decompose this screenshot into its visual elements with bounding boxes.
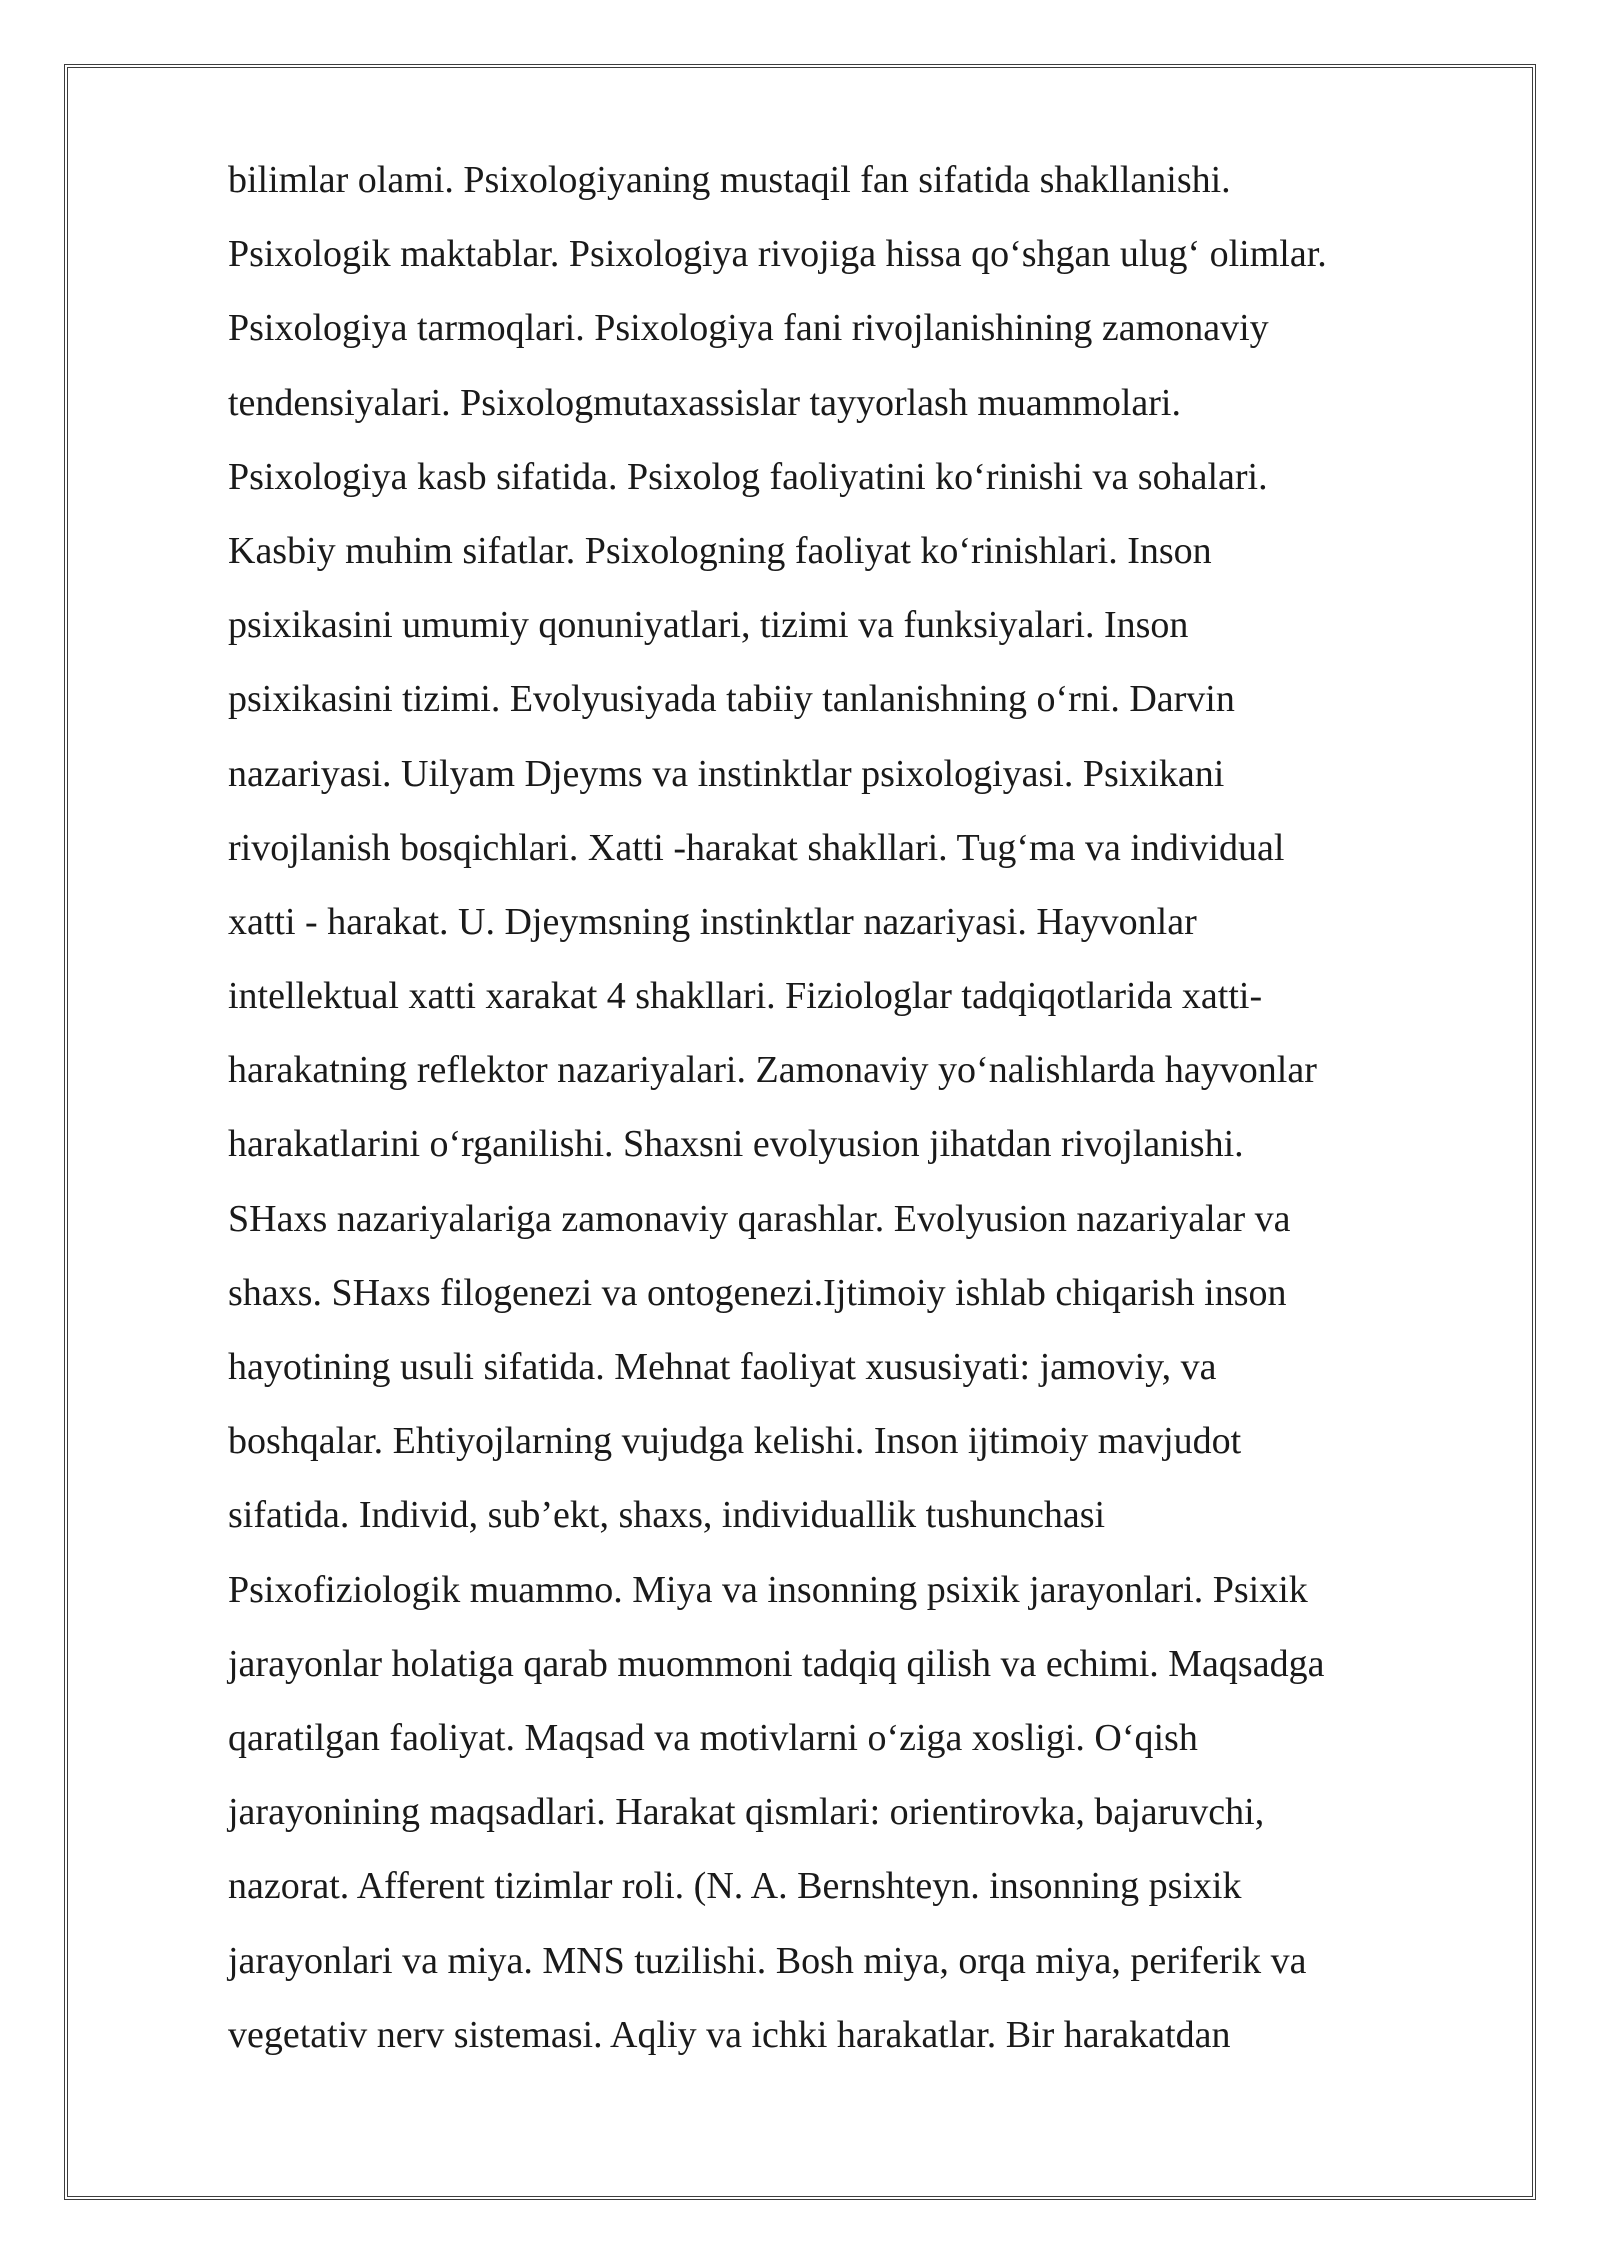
text-line: intellektual xatti xarakat 4 shakllari. Fiziologlar tadqiqotlarida xatti- — [228, 975, 1263, 1018]
text-line: SHaxs nazariyalariga zamonaviy qarashlar. Evolyusion nazariyalar va — [228, 1197, 1291, 1240]
text-line: qaratilgan faoliyat. Maqsad va motivlarni o‘ziga xosligi. O‘qish — [228, 1716, 1198, 1759]
text-line: jarayonining maqsadlari. Harakat qismlari: orientirovka, bajaruvchi, — [228, 1791, 1265, 1834]
text-line: bilimlar olami. Psixologiyaning mustaqil fan sifatida shakllanishi. — [228, 159, 1231, 201]
text-line: jarayonlar holatiga qarab muommoni tadqiq qilish va echimi. Maqsadga — [228, 1642, 1325, 1685]
text-line: Psixologik maktablar. Psixologiya rivojiga hissa qo‘shgan ulug‘ olimlar. — [228, 233, 1327, 276]
text-line: hayotining usuli sifatida. Mehnat faoliyat xususiyati: jamoviy, va — [228, 1346, 1217, 1388]
text-line: harakatlarini o‘rganilishi. Shaxsni evolyusion jihatdan rivojlanishi. — [228, 1123, 1244, 1166]
text-line: nazorat. Afferent tizimlar roli. (N. A. Bernshteyn. insonning psixik — [228, 1865, 1242, 1908]
text-line: tendensiyalari. Psixologmutaxassislar tayyorlash muammolari. — [228, 381, 1181, 424]
text-line: Kasbiy muhim sifatlar. Psixologning faoliyat ko‘rinishlari. Inson — [228, 529, 1212, 572]
text-line: Psixofiziologik muammo. Miya va insonning psixik jarayonlari. Psixik — [228, 1568, 1308, 1611]
text-line: vegetativ nerv sistemasi. Aqliy va ichki harakatlar. Bir harakatdan — [228, 2013, 1231, 2056]
text-line: boshqalar. Ehtiyojlarning vujudga kelishi. Inson ijtimoiy mavjudot — [228, 1420, 1242, 1463]
text-line: rivojlanish bosqichlari. Xatti -harakat shakllari. Tug‘ma va individual — [228, 826, 1285, 869]
text-line: psixikasini umumiy qonuniyatlari, tizimi va funksiyalari. Inson — [228, 604, 1189, 647]
text-line: xatti - harakat. U. Djeymsning instinktlar nazariyasi. Hayvonlar — [228, 900, 1197, 943]
text-line: shaxs. SHaxs filogenezi va ontogenezi.Ijtimoiy ishlab chiqarish inson — [228, 1271, 1287, 1314]
text-line: jarayonlari va miya. MNS tuzilishi. Bosh miya, orqa miya, periferik va — [228, 1939, 1307, 1982]
document-body — [228, 150, 1488, 2079]
text-line: Psixologiya kasb sifatida. Psixolog faoliyatini ko‘rinishi va sohalari. — [228, 455, 1268, 498]
text-line: Psixologiya tarmoqlari. Psixologiya fani rivojlanishining zamonaviy — [228, 307, 1269, 350]
text-line: psixikasini tizimi. Evolyusiyada tabiiy tanlanishning o‘rni. Darvin — [228, 678, 1235, 721]
text-line: harakatning reflektor nazariyalari. Zamonaviy yo‘nalishlarda hayvonlar — [228, 1049, 1317, 1092]
text-line: sifatida. Individ, sub’ekt, shaxs, individuallik tushunchasi — [228, 1494, 1106, 1537]
text-line: nazariyasi. Uilyam Djeyms va instinktlar psixologiyasi. Psixikani — [228, 752, 1225, 795]
